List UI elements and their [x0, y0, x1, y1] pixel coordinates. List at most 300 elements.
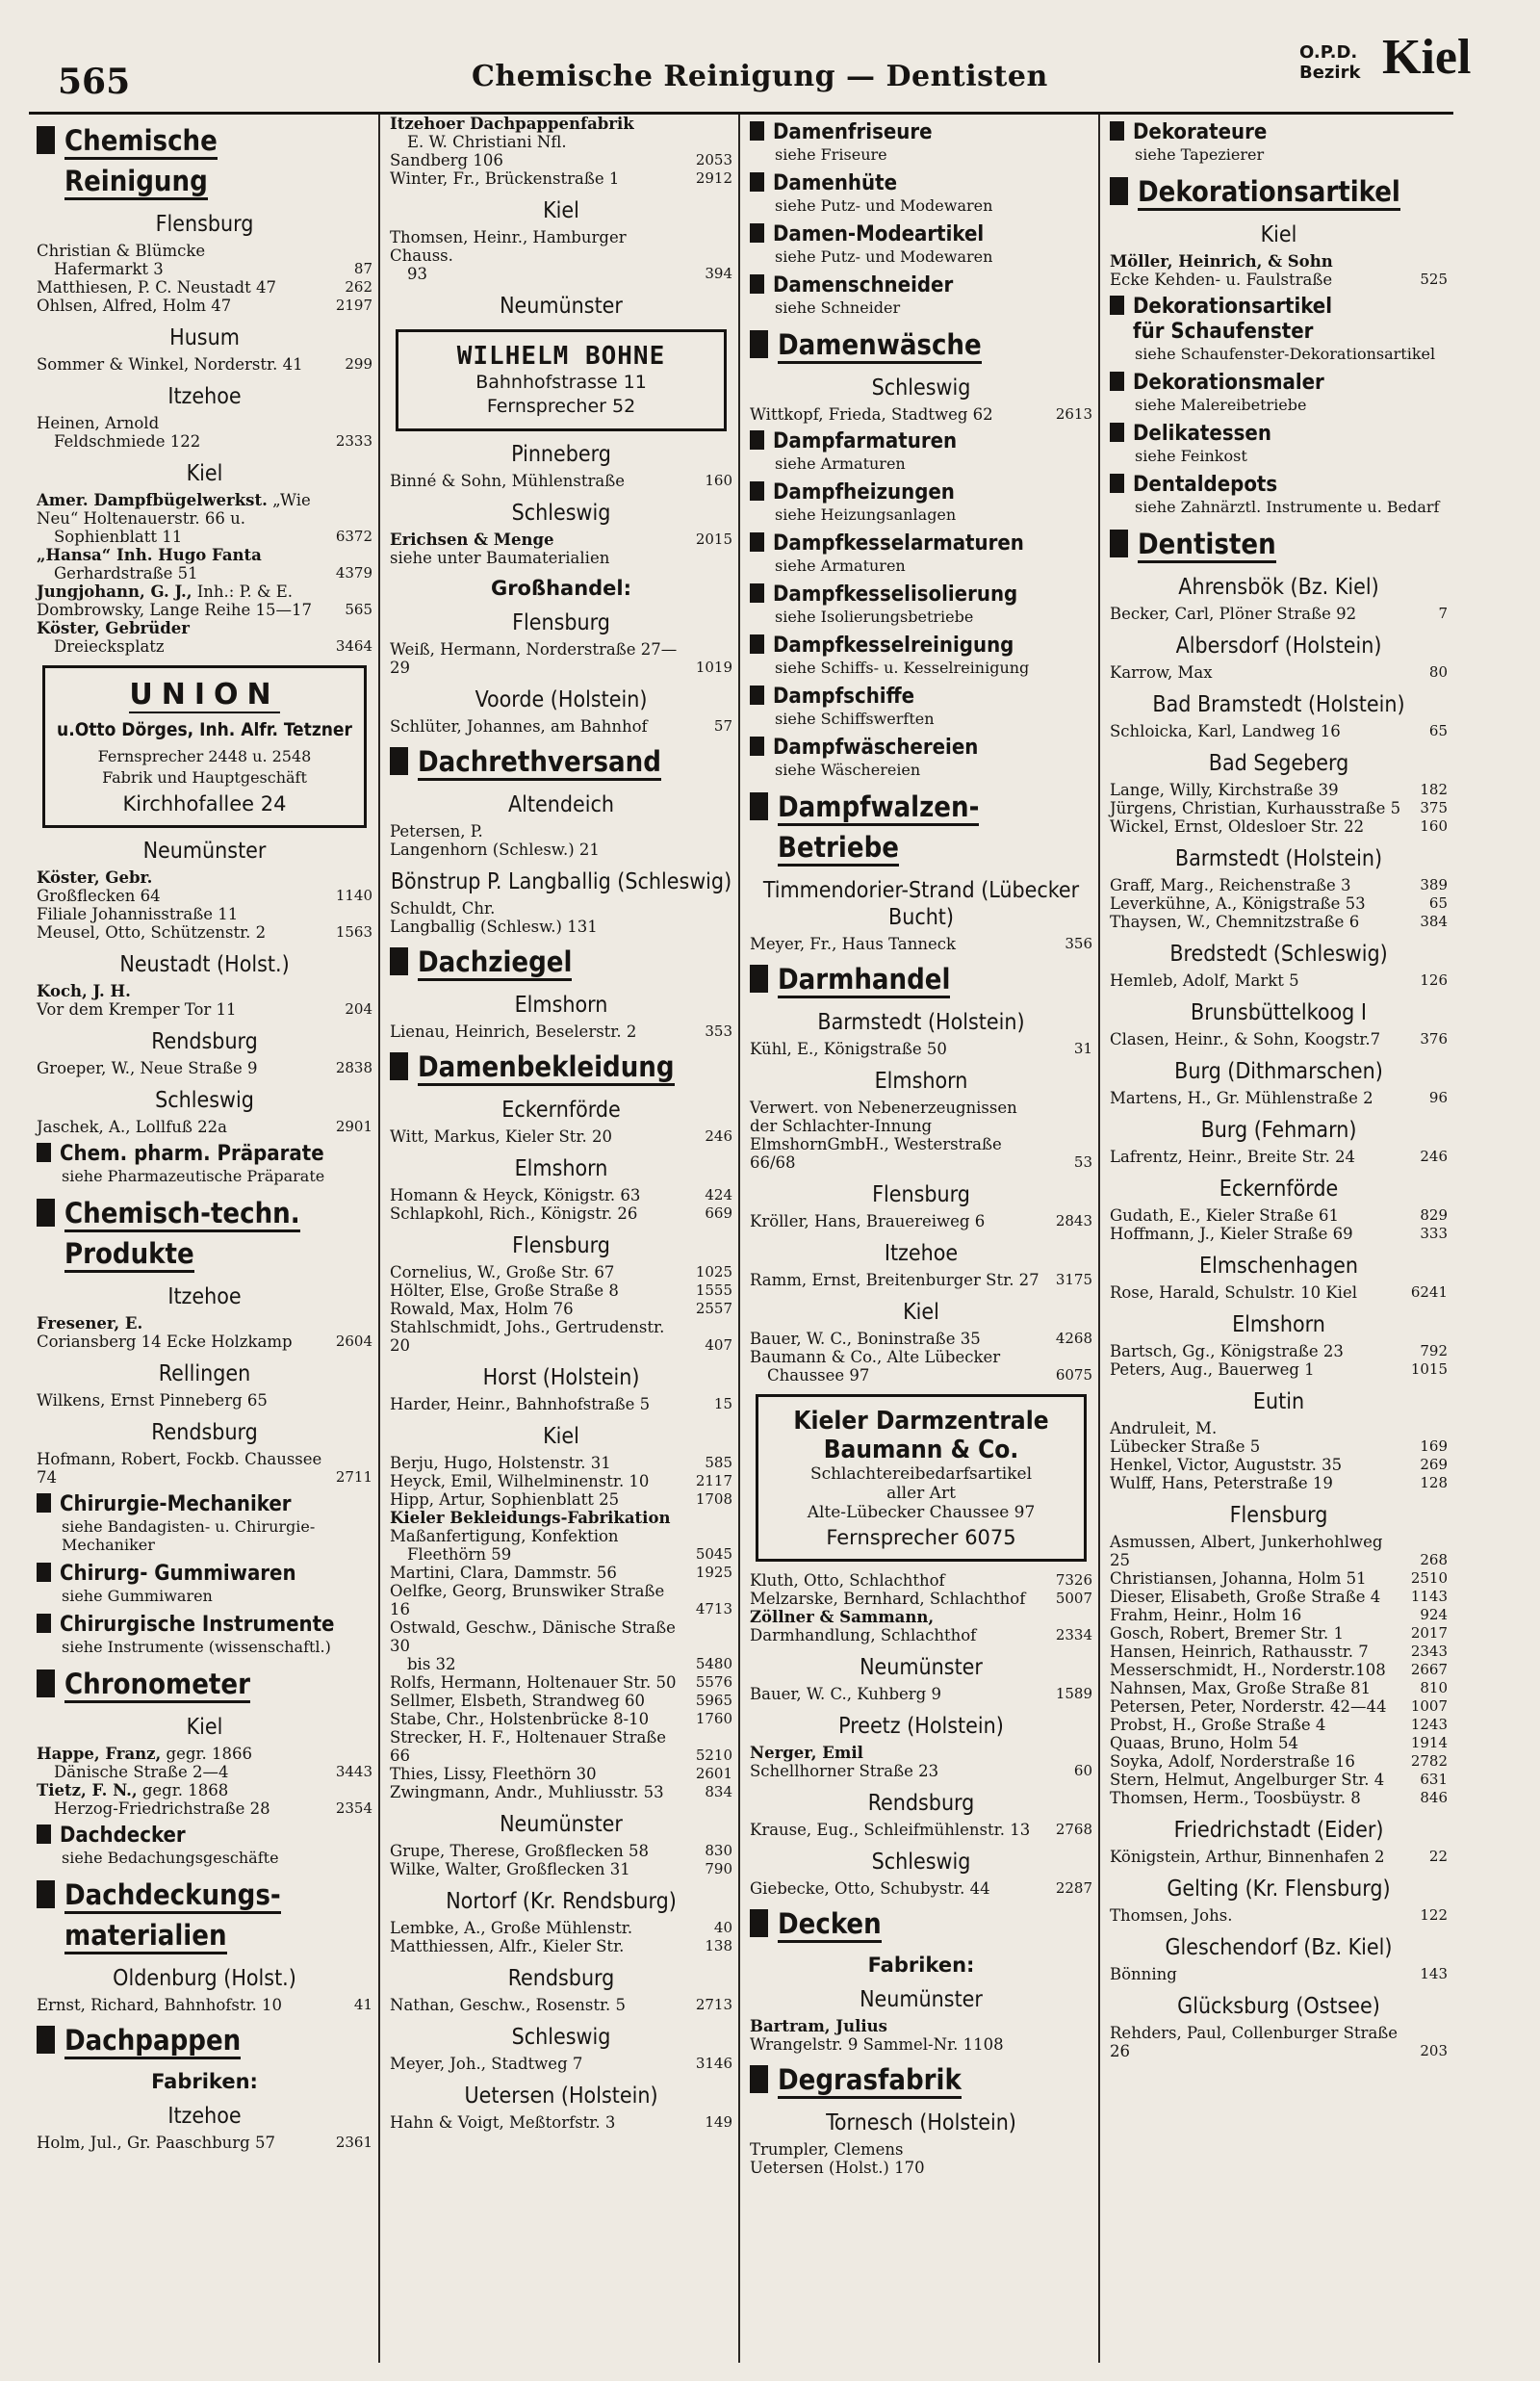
phone-number: 96	[1428, 1089, 1448, 1106]
listing-entry	[390, 472, 732, 490]
phone-number: 565	[345, 601, 372, 618]
see-reference: siehe Schneider	[775, 298, 901, 317]
section-heading	[37, 120, 372, 201]
phone-number: 1140	[335, 887, 372, 904]
ad-line: Schlachtereibedarfsartikel	[809, 1464, 1033, 1484]
listing-entry	[390, 1937, 732, 1955]
section-marker-icon	[750, 172, 764, 192]
section-marker-icon	[750, 965, 768, 993]
place-heading: Friedrichstadt (Eider)	[1173, 1818, 1384, 1843]
listing-text: Sommer & Winkel, Norderstr. 41	[37, 355, 303, 374]
listing-text: Königstein, Arthur, Binnenhafen 2	[1110, 1848, 1385, 1866]
cross-reference-title: Chem. pharm. Präparate	[60, 1142, 324, 1166]
place-heading: Elmschenhagen	[1199, 1254, 1358, 1279]
phone-number: 2361	[335, 2134, 372, 2151]
place-heading: Bad Segeberg	[1208, 751, 1349, 776]
bezirk-label: Bezirk	[1299, 63, 1361, 83]
section-marker-icon	[750, 1909, 768, 1937]
listing-entry	[1110, 876, 1448, 894]
cross-reference	[750, 480, 1092, 524]
place-heading: Schleswig	[511, 501, 611, 526]
advertisement	[42, 665, 367, 828]
cross-reference	[37, 1142, 372, 1185]
phone-number: 7326	[1055, 1571, 1092, 1589]
ad-address: Kirchhofallee 24	[122, 792, 287, 815]
listing-entry	[1110, 1906, 1448, 1925]
listing-name: Tietz, F. N.,	[37, 1781, 138, 1799]
listing-text: Ernst, Richard, Bahnhofstr. 10	[37, 1996, 283, 2014]
listing-name: Nerger, Emil	[750, 1744, 863, 1762]
place-heading: Neustadt (Holst.)	[119, 952, 290, 977]
listing-entry	[1110, 781, 1448, 799]
phone-number: 160	[1420, 817, 1448, 835]
listing-text: Sandberg 106	[390, 151, 503, 169]
column-divider	[738, 115, 740, 2363]
listing-entry	[390, 918, 732, 936]
listing-text: Jaschek, A., Lollfuß 22a	[37, 1118, 227, 1136]
listing-entry	[750, 2035, 1092, 2054]
listing-entry	[1110, 1624, 1448, 1643]
listing-entry	[37, 297, 372, 315]
listing-entry	[1110, 271, 1448, 289]
section-heading-text: Chronometer	[64, 1668, 250, 1703]
cross-reference-title: Delikatessen	[1133, 422, 1271, 446]
listing-name: Köster, Gebr.	[37, 868, 153, 887]
listing-name: Bartram, Julius	[750, 2017, 887, 2035]
listing-text: Christiansen, Johanna, Holm 51	[1110, 1569, 1367, 1588]
listing-entry	[750, 405, 1092, 424]
section-marker-icon	[1110, 474, 1124, 493]
phone-number: 57	[713, 717, 732, 735]
listing-text: Lübecker Straße 5	[1110, 1437, 1261, 1456]
listing-entry	[1110, 1225, 1448, 1243]
place-heading: Kiel	[903, 1300, 939, 1325]
listing-entry	[37, 1000, 372, 1019]
see-reference: siehe Schiffs- u. Kesselreinigung	[775, 659, 1030, 677]
listing-text: Hipp, Artur, Sophienblatt 25	[390, 1490, 620, 1509]
listing-name: Fresener, E.	[37, 1314, 143, 1333]
place-heading: Tornesch (Holstein)	[826, 2110, 1016, 2135]
listing-text: Maßanfertigung, Konfektion	[390, 1527, 619, 1545]
section-marker-icon	[750, 686, 764, 705]
place-heading: Gelting (Kr. Flensburg)	[1167, 1876, 1391, 1902]
listing-name: Itzehoer Dachpappenfabrik	[390, 115, 634, 133]
listing-entry	[390, 228, 732, 283]
cross-reference-heading	[750, 685, 1092, 710]
listing-entry	[37, 278, 372, 297]
listing-text: Großflecken 64	[37, 887, 161, 905]
place-heading: Neumünster	[860, 1655, 983, 1680]
place-heading: Itzehoe	[167, 2104, 242, 2129]
cross-reference-title: Damenhüte	[773, 171, 898, 195]
cross-reference-heading	[750, 120, 1092, 145]
section-heading-text: Darmhandel	[778, 963, 950, 998]
listing-text: Schlüter, Johannes, am Bahnhof	[390, 717, 648, 736]
listing-text: Wilke, Walter, Großflecken 31	[390, 1860, 630, 1878]
listing-text: Becker, Carl, Plöner Straße 92	[1110, 605, 1357, 623]
listing-text: gegr. 1868	[141, 1781, 229, 1799]
cross-reference	[750, 273, 1092, 317]
listing-entry	[1110, 1569, 1448, 1588]
phone-number: 3464	[335, 637, 372, 655]
place-heading: Voorde (Holstein)	[475, 687, 648, 712]
listing-text: siehe unter Baumaterialien	[390, 549, 610, 567]
place-heading: Husum	[169, 325, 240, 350]
listing-address: Hafermarkt 3	[54, 260, 164, 278]
phone-number: 6075	[1055, 1366, 1092, 1384]
section-heading-text: Chemisch-techn.	[64, 1197, 300, 1232]
place-heading: Rendsburg	[507, 1966, 615, 1991]
phone-number: 4713	[695, 1600, 732, 1618]
place-heading: Neumünster	[500, 1812, 623, 1837]
section-heading-line2	[778, 827, 1092, 867]
listing-entry	[390, 1186, 732, 1204]
phone-number: 829	[1420, 1206, 1448, 1224]
listing-entry	[1110, 1419, 1448, 1437]
phone-number: 2713	[695, 1996, 732, 2013]
section-marker-icon	[1110, 296, 1124, 315]
column-1	[29, 115, 378, 2363]
phone-number: 138	[705, 1937, 732, 1954]
ad-brand: UNION	[129, 678, 280, 712]
phone-number: 2015	[695, 531, 732, 548]
place-heading: Schleswig	[155, 1088, 254, 1113]
listing-entry	[37, 2134, 372, 2152]
place-heading: Glücksburg (Ostsee)	[1177, 1994, 1380, 2019]
listing-entry	[1110, 1342, 1448, 1360]
listing-text: Giebecke, Otto, Schubystr. 44	[750, 1879, 990, 1898]
section-heading	[1110, 524, 1448, 564]
listing-text: Schellhorner Straße 23	[750, 1762, 939, 1780]
phone-number: 2604	[335, 1333, 372, 1350]
listing-text: Wickel, Ernst, Oldesloer Str. 22	[1110, 817, 1365, 836]
phone-number: 2197	[335, 297, 372, 314]
phone-number: 169	[1420, 1437, 1448, 1455]
listing-text: Dombrowsky, Lange Reihe 15—17	[37, 601, 312, 619]
phone-number: 834	[705, 1783, 732, 1800]
listing-entry	[390, 1022, 732, 1041]
listing-text: Asmussen, Albert, Junkerhohlweg 25	[1110, 1533, 1383, 1569]
listing-text: Petersen, Peter, Norderstr. 42—44	[1110, 1697, 1387, 1716]
listing-text: Hahn & Voigt, Meßtorfstr. 3	[390, 2113, 616, 2132]
listing-entry	[37, 1118, 372, 1136]
phone-number: 2333	[335, 432, 372, 450]
listing-entry	[37, 601, 372, 619]
listing-text: Quaas, Bruno, Holm 54	[1110, 1734, 1298, 1752]
cross-reference-title: Dentaldepots	[1133, 473, 1278, 497]
listing-entry	[37, 546, 372, 582]
section-heading	[390, 741, 732, 782]
section-heading-text: Decken	[778, 1907, 882, 1943]
listing-text: Henkel, Victor, Auguststr. 35	[1110, 1456, 1343, 1474]
section-marker-icon	[37, 1199, 55, 1227]
column-4	[1102, 115, 1453, 2363]
listing-name: Koch, J. H.	[37, 982, 131, 1000]
section-marker-icon	[37, 2026, 55, 2054]
listing-entry	[1110, 1716, 1448, 1734]
cross-reference-heading	[1110, 371, 1448, 396]
phone-number: 525	[1420, 271, 1448, 288]
cross-reference-title: Dekorateure	[1133, 120, 1268, 144]
phone-number: 376	[1420, 1030, 1448, 1048]
listing-entry	[750, 1348, 1092, 1385]
listing-address: Fleethörn 59	[407, 1545, 512, 1564]
listing-entry	[1110, 1474, 1448, 1492]
listing-text: Verwert. von Nebenerzeugnissen der Schlachter-Innung ElmshornGmbH., Westerstraße 66/68	[750, 1099, 1017, 1172]
place-heading: Brunsbüttelkoog I	[1191, 1000, 1367, 1025]
listing-entry	[390, 1472, 732, 1490]
listing-entry	[37, 887, 372, 905]
place-heading: Itzehoe	[167, 384, 242, 409]
section-marker-icon	[1110, 121, 1124, 141]
phone-number: 65	[1428, 722, 1448, 739]
place-heading: Kiel	[1260, 222, 1297, 247]
listing-text: Filiale Johannisstraße 11	[37, 905, 239, 923]
listing-text: Petersen, P.	[390, 822, 483, 841]
cross-reference-heading	[750, 634, 1092, 659]
phone-number: 3443	[335, 1763, 372, 1780]
cross-reference-title: Dampfschiffe	[773, 685, 915, 709]
phone-number: 1555	[695, 1281, 732, 1299]
phone-number: 2334	[1055, 1626, 1092, 1643]
cross-reference-title: Chirurgie-Mechaniker	[60, 1492, 292, 1516]
listing-text: Peters, Aug., Bauerweg 1	[1110, 1360, 1315, 1379]
section-heading-text: Dachdeckungs-	[64, 1878, 281, 1914]
listing-text: Zwingmann, Andr., Muhliusstr. 53	[390, 1783, 664, 1801]
listing-text: Vor dem Kremper Tor 11	[37, 1000, 237, 1019]
listing-entry	[390, 151, 732, 169]
phone-number: 3146	[695, 2055, 732, 2072]
listing-text: Cornelius, W., Große Str. 67	[390, 1263, 615, 1281]
cross-reference-title: Dekorationsartikel	[1133, 295, 1333, 319]
phone-number: 53	[1073, 1153, 1092, 1171]
phone-number: 126	[1420, 971, 1448, 989]
place-heading: Flensburg	[512, 1233, 610, 1258]
phone-number: 160	[705, 472, 732, 489]
listing-entry	[750, 935, 1092, 953]
listing-entry	[37, 619, 372, 656]
place-heading: Kiel	[543, 198, 579, 223]
listing-text: Holm, Jul., Gr. Paaschburg 57	[37, 2134, 275, 2152]
listing-text: Heinen, Arnold	[37, 414, 160, 432]
phone-number: 22	[1428, 1848, 1448, 1865]
listing-entry	[750, 1744, 1092, 1762]
listing-text: Kühl, E., Königstraße 50	[750, 1040, 947, 1058]
cross-reference	[750, 736, 1092, 779]
phone-number: 2912	[695, 169, 732, 187]
listing-text: Nathan, Geschw., Rosenstr. 5	[390, 1996, 627, 2014]
section-heading	[37, 1875, 372, 1955]
phone-number: 389	[1420, 876, 1448, 893]
section-heading-text: Reinigung	[64, 165, 208, 200]
listing-text: Melzarske, Bernhard, Schlachthof	[750, 1590, 1026, 1608]
phone-number: 1914	[1410, 1734, 1448, 1751]
section-heading-text: Dachziegel	[418, 945, 572, 981]
ad-brand: Kieler Darmzentrale Baumann & Co.	[793, 1407, 1049, 1464]
cross-reference-title: Chirurg- Gummiwaren	[60, 1562, 296, 1586]
listing-entry	[1110, 2024, 1448, 2060]
listing-text: Thomsen, Heinr., Hamburger Chauss.	[390, 228, 627, 265]
listing-text: Hölter, Else, Große Straße 8	[390, 1281, 619, 1300]
column-divider	[1098, 115, 1100, 2363]
listing-address: E. W. Christiani Nfl.	[407, 133, 567, 151]
phone-number: 87	[353, 260, 372, 277]
see-reference: siehe Putz- und Modewaren	[775, 196, 993, 215]
listing-text: Schuldt, Chr.	[390, 899, 496, 918]
column-3	[742, 115, 1098, 2363]
phone-number: 353	[705, 1022, 732, 1040]
phone-number: 2711	[335, 1468, 372, 1486]
subheading: Großhandel:	[490, 577, 632, 600]
place-heading: Horst (Holstein)	[482, 1365, 640, 1390]
place-heading: Neumünster	[142, 839, 267, 864]
listing-entry	[390, 2113, 732, 2132]
section-heading-text: Degrasfabrik	[778, 2063, 962, 2099]
phone-number: 2843	[1055, 1212, 1092, 1229]
section-heading	[37, 1193, 372, 1274]
listing-text: Nahnsen, Max, Große Straße 81	[1110, 1679, 1372, 1697]
phone-number: 1007	[1410, 1697, 1448, 1715]
phone-number: 1243	[1410, 1716, 1448, 1733]
see-reference: siehe Gummiwaren	[62, 1587, 213, 1605]
place-heading: Bad Bramstedt (Holstein)	[1152, 692, 1405, 717]
listing-entry	[1110, 1437, 1448, 1456]
listing-entry	[1110, 1661, 1448, 1679]
phone-number: 810	[1420, 1679, 1448, 1696]
listing-text: Clasen, Heinr., & Sohn, Koogstr.7	[1110, 1030, 1381, 1048]
cross-reference	[1110, 120, 1448, 164]
listing-entry	[390, 1263, 732, 1281]
listing-entry	[37, 982, 372, 1000]
listing-entry	[1110, 1848, 1448, 1866]
listing-entry	[390, 1710, 732, 1728]
phone-number: 631	[1420, 1771, 1448, 1788]
section-marker-icon	[37, 1880, 55, 1908]
cross-reference-title: Dekorationsmaler	[1133, 371, 1324, 395]
cross-reference	[1110, 422, 1448, 465]
region-title: Kiel	[1382, 30, 1472, 85]
place-heading: Kiel	[543, 1424, 579, 1449]
cross-reference-heading	[750, 480, 1092, 505]
phone-number: 149	[705, 2113, 732, 2131]
phone-number: 2557	[695, 1300, 732, 1317]
advertisement	[756, 1394, 1087, 1562]
cross-reference-heading	[37, 1824, 372, 1849]
listing-entry	[750, 1762, 1092, 1780]
section-heading	[750, 324, 1092, 365]
listing-entry	[390, 1919, 732, 1937]
listing-text: Krause, Eug., Schleifmühlenstr. 13	[750, 1821, 1031, 1839]
place-heading: Barmstedt (Holstein)	[1174, 846, 1383, 871]
section-marker-icon	[750, 330, 768, 358]
phone-number: 7	[1438, 605, 1448, 622]
section-marker-icon	[750, 634, 764, 654]
phone-number: 2901	[335, 1118, 372, 1135]
place-heading: Kiel	[186, 461, 223, 486]
phone-number: 384	[1420, 913, 1448, 930]
listing-entry	[37, 868, 372, 887]
phone-number: 2667	[1410, 1661, 1448, 1678]
listing-text: Thomsen, Johs.	[1110, 1906, 1233, 1925]
ad-line: aller Art	[886, 1484, 956, 1503]
section-heading	[750, 787, 1092, 867]
place-heading: Eutin	[1252, 1389, 1305, 1414]
cross-reference-title: Chirurgische Instrumente	[60, 1613, 335, 1637]
section-heading	[750, 959, 1092, 999]
place-heading: Bönstrup P. Langballig (Schleswig)	[390, 869, 732, 894]
listing-text: Probst, H., Große Straße 4	[1110, 1716, 1326, 1734]
place-heading: Ahrensbök (Bz. Kiel)	[1178, 575, 1379, 600]
place-heading: Barmstedt (Holstein)	[817, 1010, 1025, 1035]
listing-name: Zöllner & Sammann,	[750, 1608, 935, 1626]
phone-number: 2782	[1410, 1752, 1448, 1770]
listing-text: Thies, Lissy, Fleethörn 30	[390, 1765, 597, 1783]
cross-reference-heading	[750, 171, 1092, 196]
listing-text: Ostwald, Geschw., Dänische Straße 30	[390, 1618, 676, 1655]
listing-text: Wittkopf, Frieda, Stadtweg 62	[750, 405, 993, 424]
see-reference: siehe Schaufenster-Dekorationsartikel	[1135, 345, 1436, 363]
listing-text: Kluth, Otto, Schlachthof	[750, 1571, 945, 1590]
see-reference: siehe Armaturen	[775, 454, 906, 473]
cross-reference	[1110, 371, 1448, 414]
listing-entry	[1110, 1533, 1448, 1569]
listing-entry	[1110, 913, 1448, 931]
listing-text: Matthiesen, P. C. Neustadt 47	[37, 278, 276, 297]
listing-text: Bartsch, Gg., Königstraße 23	[1110, 1342, 1344, 1360]
listing-entry	[37, 1391, 372, 1410]
listing-entry	[1110, 1206, 1448, 1225]
listing-text: Lange, Willy, Kirchstraße 39	[1110, 781, 1339, 799]
cross-reference-title: Damenfriseure	[773, 120, 933, 144]
listing-text: Gosch, Robert, Bremer Str. 1	[1110, 1624, 1344, 1643]
listing-text: Schlapkohl, Rich., Königstr. 26	[390, 1204, 638, 1223]
phone-number: 246	[705, 1127, 732, 1145]
page-number: 565	[58, 62, 131, 102]
listing-text: Graff, Marg., Reichenstraße 3	[1110, 876, 1351, 894]
phone-number: 669	[705, 1204, 732, 1222]
listing-entry	[37, 1996, 372, 2014]
phone-number: 204	[345, 1000, 372, 1018]
listing-text: Witt, Markus, Kieler Str. 20	[390, 1127, 612, 1146]
cross-reference-heading	[1110, 120, 1448, 145]
phone-number: 1019	[695, 659, 732, 676]
phone-number: 40	[713, 1919, 732, 1936]
phone-number: 2613	[1055, 405, 1092, 423]
listing-entry	[1110, 722, 1448, 740]
listing-text: Rehders, Paul, Collenburger Straße 26	[1110, 2024, 1399, 2060]
section-heading-text: materialien	[64, 1919, 227, 1954]
listing-text: Meusel, Otto, Schützenstr. 2	[37, 923, 267, 942]
listing-text: Rose, Harald, Schulstr. 10 Kiel	[1110, 1283, 1357, 1302]
section-marker-icon	[750, 2065, 768, 2093]
phone-number: 2287	[1055, 1879, 1092, 1897]
listing-text: Inh.: P. & E.	[196, 582, 294, 601]
listing-entry	[390, 822, 732, 841]
cross-reference	[750, 531, 1092, 575]
listing-text: Baumann & Co., Alte Lübecker	[750, 1348, 1001, 1366]
listing-entry	[390, 531, 732, 549]
section-marker-icon	[37, 1563, 51, 1582]
listing-entry	[37, 1745, 372, 1781]
listing-entry	[390, 1673, 732, 1692]
section-marker-icon	[390, 947, 408, 975]
phone-number: 41	[353, 1996, 372, 2013]
place-heading: Schleswig	[871, 375, 971, 401]
section-marker-icon	[750, 430, 764, 450]
listing-text: Wrangelstr. 9 Sammel-Nr. 1108	[750, 2035, 1004, 2054]
listing-entry	[1110, 1679, 1448, 1697]
listing-entry	[750, 2140, 1092, 2159]
